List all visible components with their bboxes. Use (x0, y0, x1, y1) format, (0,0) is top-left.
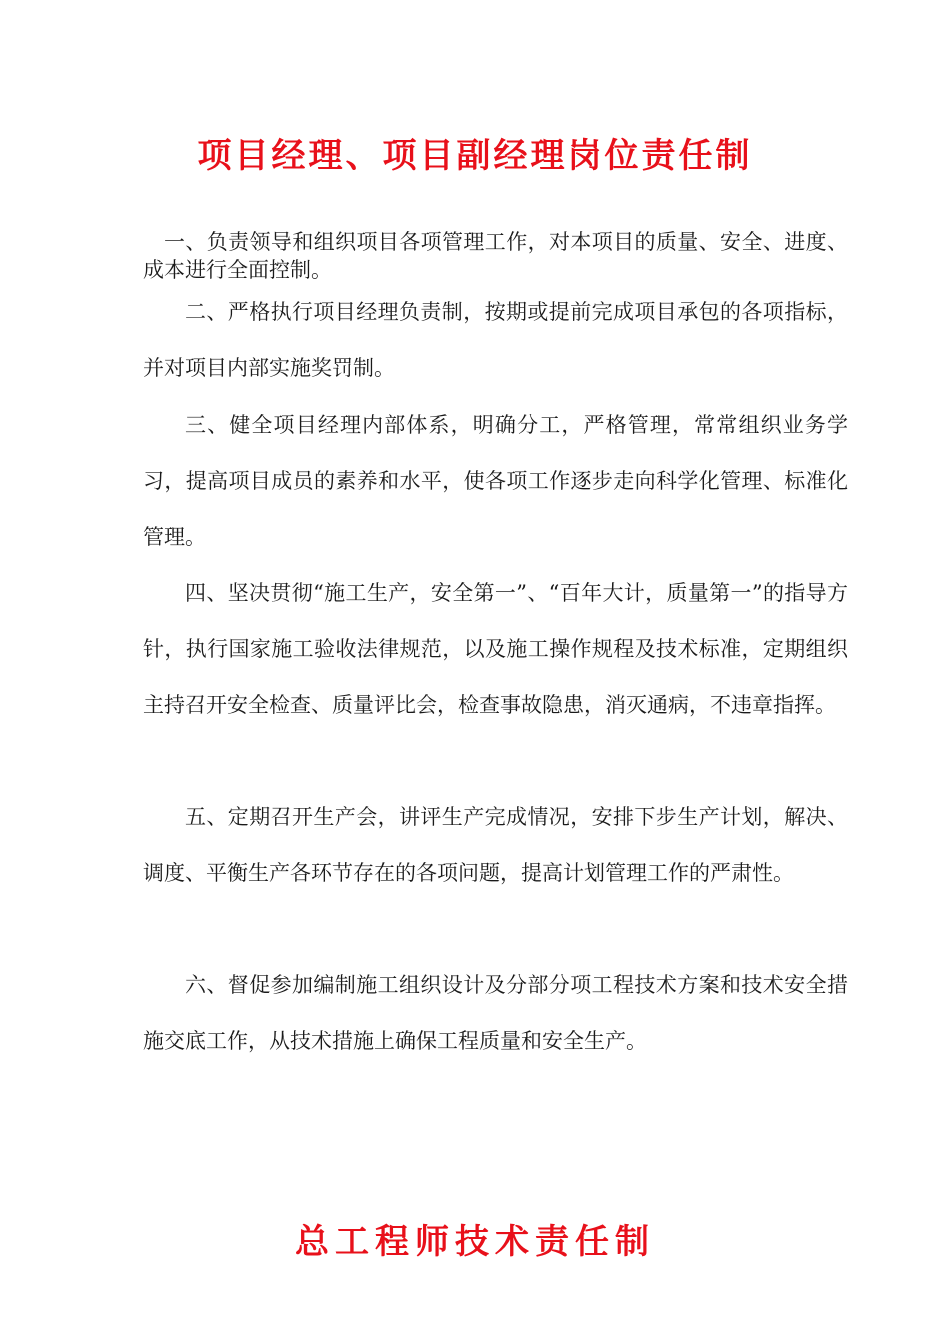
paragraph-6: 六、督促参加编制施工组织设计及分部分项工程技术方案和技术安全措施交底工作，从技术措施上确保工程质量和安全生产。 (143, 973, 848, 1053)
next-section-title: 总工程师技术责任制 (295, 1222, 655, 1262)
document-title: 项目经理、项目副经理岗位责任制 (197, 136, 753, 176)
paragraph-3: 三、健全项目经理内部体系，明确分工，严格管理，常常组织业务学习，提高项目成员的素养和水平，使各项工作逐步走向科学化管理、标准化管理。 (143, 413, 848, 549)
paragraph-2: 二、严格执行项目经理负责制，按期或提前完成项目承包的各项指标，并对项目内部实施奖罚制。 (143, 300, 848, 380)
paragraph-5: 五、定期召开生产会，讲评生产完成情况，安排下步生产计划，解决、调度、平衡生产各环节存在的各项问题，提高计划管理工作的严肃性。 (143, 805, 848, 885)
paragraph-1: 一、负责领导和组织项目各项管理工作，对本项目的质量、安全、进度、成本进行全面控制。 (143, 230, 848, 282)
paragraph-4: 四、坚决贯彻“施工生产，安全第一”、“百年大计，质量第一”的指导方针，执行国家施工验收法律规范，以及施工操作规程及技术标准，定期组织主持召开安全检查、质量评比会，检查事故隐患，消灭通病，不违章指挥。 (143, 581, 848, 717)
